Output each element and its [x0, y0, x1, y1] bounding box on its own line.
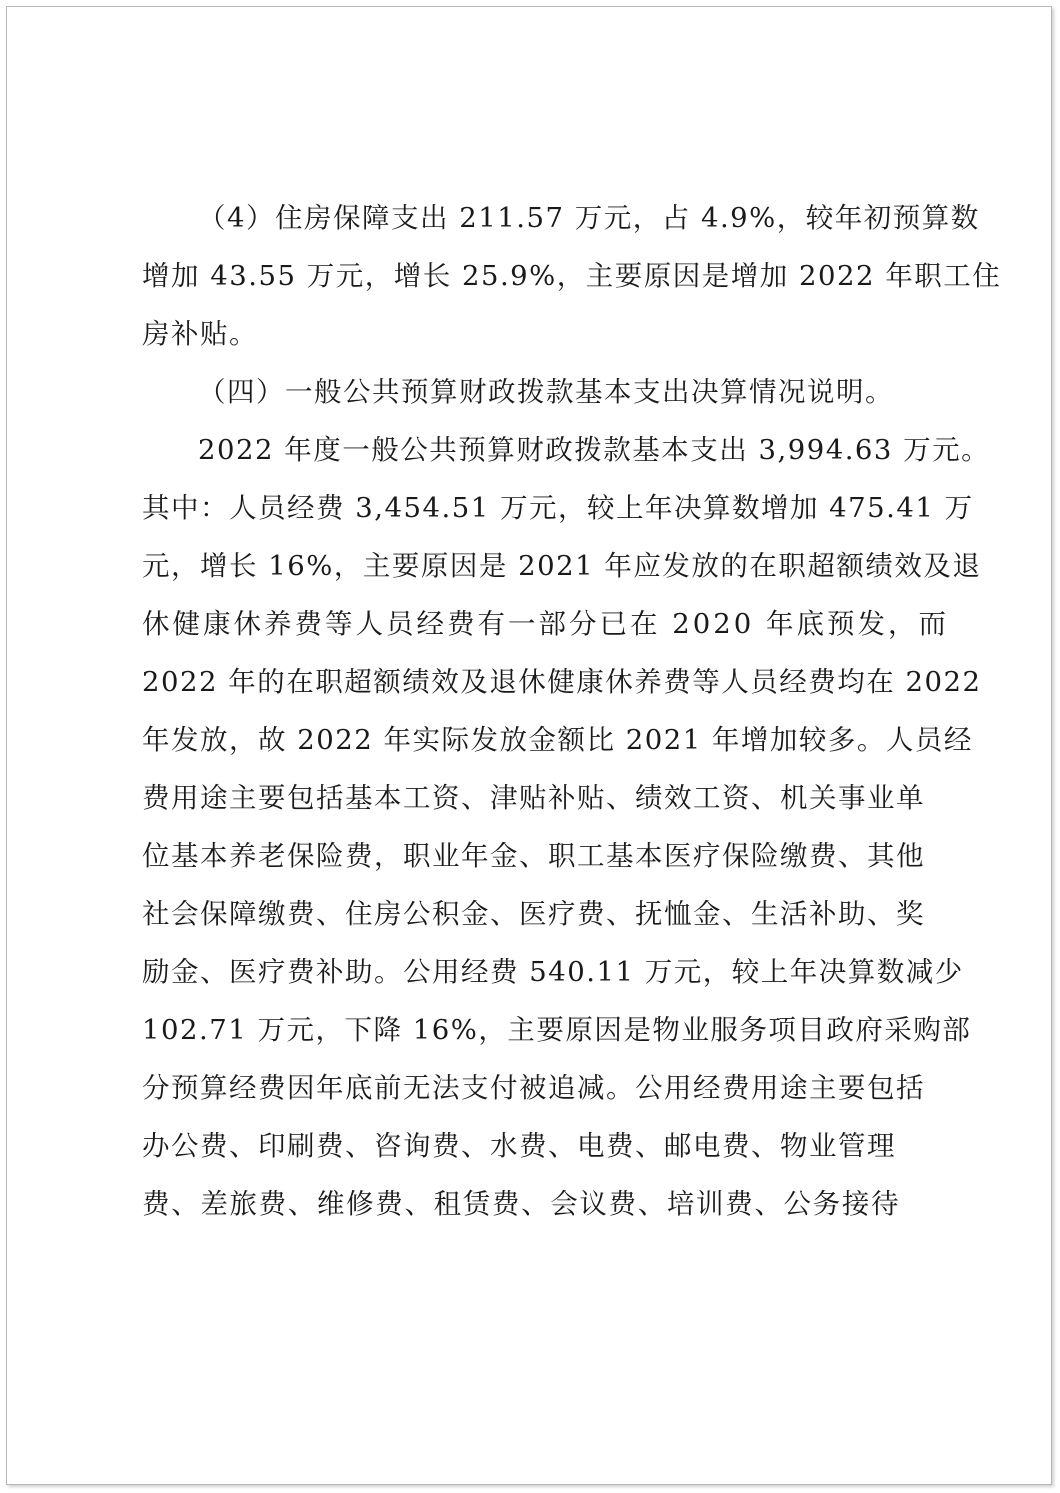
paragraph-line: 房补贴。 [142, 318, 258, 350]
paragraph-line: 2022 年度一般公共预算财政拨款基本支出 3,994.63 万元。 [198, 434, 991, 466]
paragraph-line: 位基本养老保险费，职业年金、职工基本医疗保险缴费、其他 [142, 840, 925, 872]
paragraph-line: （4）住房保障支出 211.57 万元，占 4.9%，较年初预算数 [198, 202, 980, 234]
paragraph-line: 励金、医疗费补助。公用经费 540.11 万元，较上年决算数减少 [142, 956, 964, 988]
paragraph-line: 费用途主要包括基本工资、津贴补贴、绩效工资、机关事业单 [142, 782, 925, 814]
section-heading: （四）一般公共预算财政拨款基本支出决算情况说明。 [198, 376, 894, 408]
paragraph-line: 2022 年的在职超额绩效及退休健康休养费等人员经费均在 2022 [142, 666, 982, 698]
paragraph-line: 休健康休养费等人员经费有一部分已在 2020 年底预发，而 [142, 608, 949, 640]
paragraph-line: 社会保障缴费、住房公积金、医疗费、抚恤金、生活补助、奖 [142, 898, 925, 930]
paragraph-line: 年发放，故 2022 年实际发放金额比 2021 年增加较多。人员经 [142, 724, 973, 756]
paragraph-line: 增加 43.55 万元，增长 25.9%，主要原因是增加 2022 年职工住 [142, 260, 1002, 292]
paragraph-line: 元，增长 16%，主要原因是 2021 年应发放的在职超额绩效及退 [142, 550, 982, 582]
paragraph-line: 办公费、印刷费、咨询费、水费、电费、邮电费、物业管理 [142, 1130, 896, 1162]
paragraph-line: 其中：人员经费 3,454.51 万元，较上年决算数增加 475.41 万 [142, 492, 974, 524]
paragraph-line: 费、差旅费、维修费、租赁费、会议费、培训费、公务接待 [142, 1188, 900, 1220]
paragraph-line: 分预算经费因年底前无法支付被追减。公用经费用途主要包括 [142, 1072, 925, 1104]
paragraph-line: 102.71 万元，下降 16%，主要原因是物业服务项目政府采购部 [142, 1014, 972, 1046]
